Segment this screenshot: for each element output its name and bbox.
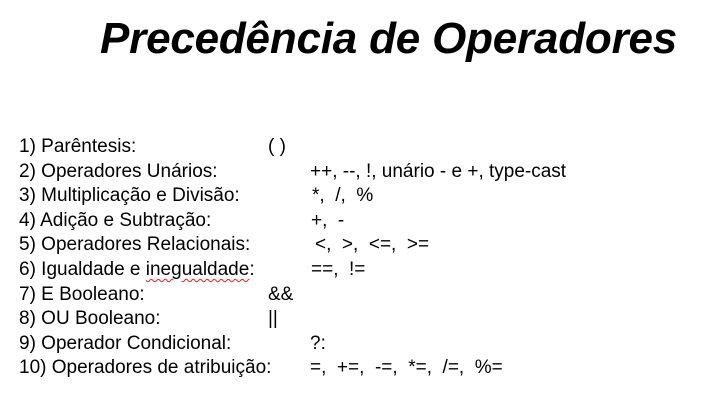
operator-category-label: 9) Operador Condicional:	[19, 332, 232, 354]
list-item	[19, 283, 679, 308]
operator-category-label: 3) Multiplicação e Divisão:	[19, 185, 240, 207]
operator-symbols: *, /, %	[312, 185, 374, 207]
operator-category-label: 1) Parêntesis:	[19, 136, 137, 157]
operator-symbols: <, >, <=, >=	[315, 234, 430, 256]
operator-category-label: 4) Adição e Subtração:	[19, 209, 212, 231]
operator-symbols: =, +=, -=, *=, /=, %=	[310, 357, 503, 379]
slide-title: Precedência de Operadores	[100, 14, 678, 63]
operator-symbols: ?:	[310, 332, 326, 354]
operator-category-label	[19, 258, 255, 283]
operator-category-label: 5) Operadores Relacionais:	[19, 234, 251, 256]
operator-category-label: 10) Operadores de atribuição:	[19, 357, 272, 379]
operator-symbols: ( )	[268, 136, 286, 157]
operator-symbols: +, -	[311, 209, 345, 231]
label-text: 6) Igualdade e	[19, 258, 146, 280]
operator-symbols: ++, --, !, unário - e +, type-cast	[310, 160, 567, 182]
operator-symbols: &&	[268, 283, 294, 305]
operator-precedence-list	[19, 135, 679, 381]
list-item	[19, 307, 679, 332]
list-item	[19, 233, 679, 258]
operator-category-label: 8) OU Booleano:	[19, 308, 161, 330]
spelling-flagged-word: inegualdade	[145, 258, 250, 280]
list-item	[19, 332, 679, 357]
list-item	[19, 135, 679, 160]
label-text: :	[249, 258, 255, 280]
operator-category-label: 7) E Booleano:	[19, 283, 145, 305]
list-item	[19, 184, 679, 209]
list-item	[19, 356, 679, 381]
operator-symbols: ||	[268, 308, 278, 330]
list-item	[19, 209, 679, 234]
operator-category-label: 2) Operadores Unários:	[19, 160, 218, 182]
list-item	[19, 160, 679, 185]
operator-symbols: ==, !=	[311, 258, 366, 280]
list-item	[19, 258, 679, 283]
